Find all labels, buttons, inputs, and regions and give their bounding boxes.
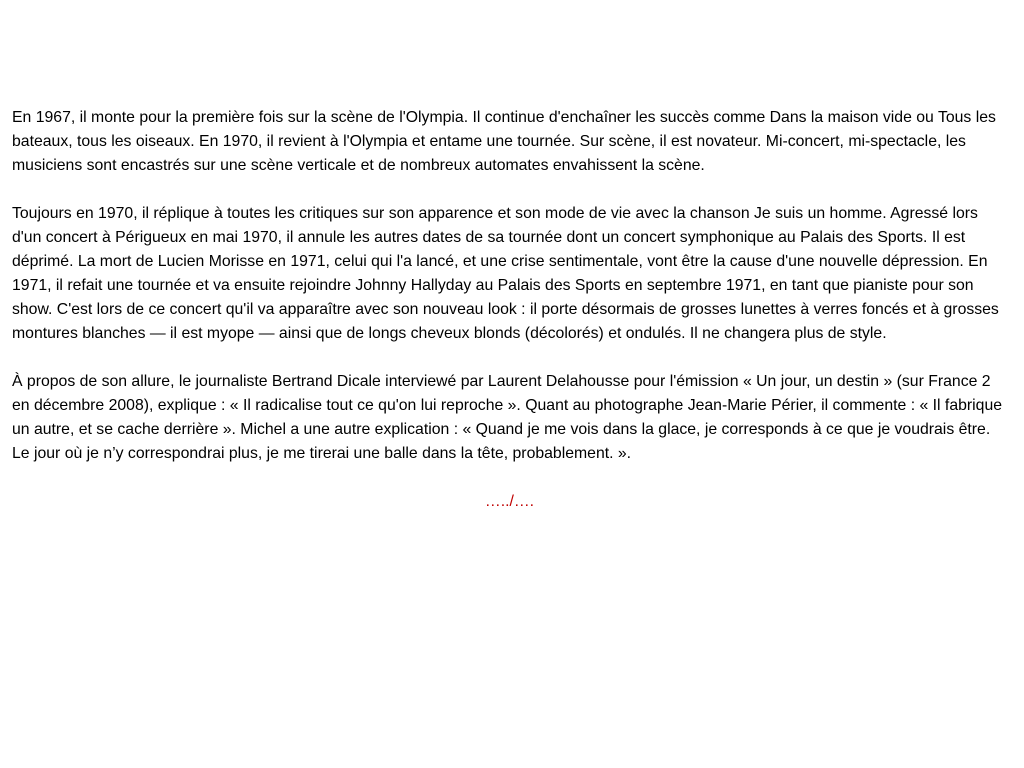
paragraph-olympia-1967: En 1967, il monte pour la première fois sur la scène de l'Olympia. Il continue d'enchaîner les succès comme Dans la maison vide ou Tous les bateaux, tous les oiseaux. En 1970, il revient à l'Olympia et entame une tournée. Sur scène, il est novateur. Mi-concert, mi-spectacle, les musiciens sont encastrés sur une scène verticale et de nombreux automates envahissent la scène. (12, 109, 996, 174)
continuation-marker: …../…. (484, 493, 535, 510)
paragraph-allure: À propos de son allure, le journaliste Bertrand Dicale interviewé par Laurent Delahousse pour l'émission « Un jour, un destin » (sur France 2 en décembre 2008), explique : « Il radicalise tout ce qu'on lui reproche ». Quant au photographe Jean-Marie Périer, il commente : « Il fabrique un autre, et se cache derrière ». Michel a une autre explication : « Quand je me vois dans la glace, je corresponds à ce que je voudrais être. Le jour où je n’y correspondrai plus, je me tirerai une balle dans la tête, probablement. ». (12, 373, 1003, 462)
text-body (12, 106, 1007, 538)
paragraph-je-suis-un-homme: Toujours en 1970, il réplique à toutes les critiques sur son apparence et son mode de vie avec la chanson Je suis un homme. Agressé lors d'un concert à Périgueux en mai 1970, il annule les autres dates de sa tournée dont un concert symphonique au Palais des Sports. Il est déprimé. La mort de Lucien Morisse en 1971, celui qui l'a lancé, et une crise sentimentale, vont être la cause d'une nouvelle dépression. En 1971, il refait une tournée et va ensuite rejoindre Johnny Hallyday au Palais des Sports en septembre 1971, en tant que pianiste pour son show. C'est lors de ce concert qu'il va apparaître avec son nouveau look : il porte désormais de grosses lunettes à verres foncés et à grosses montures blanches — il est myope — ainsi que de longs cheveux blonds (décolorés) et ondulés. Il ne changera plus de style. (12, 205, 999, 342)
